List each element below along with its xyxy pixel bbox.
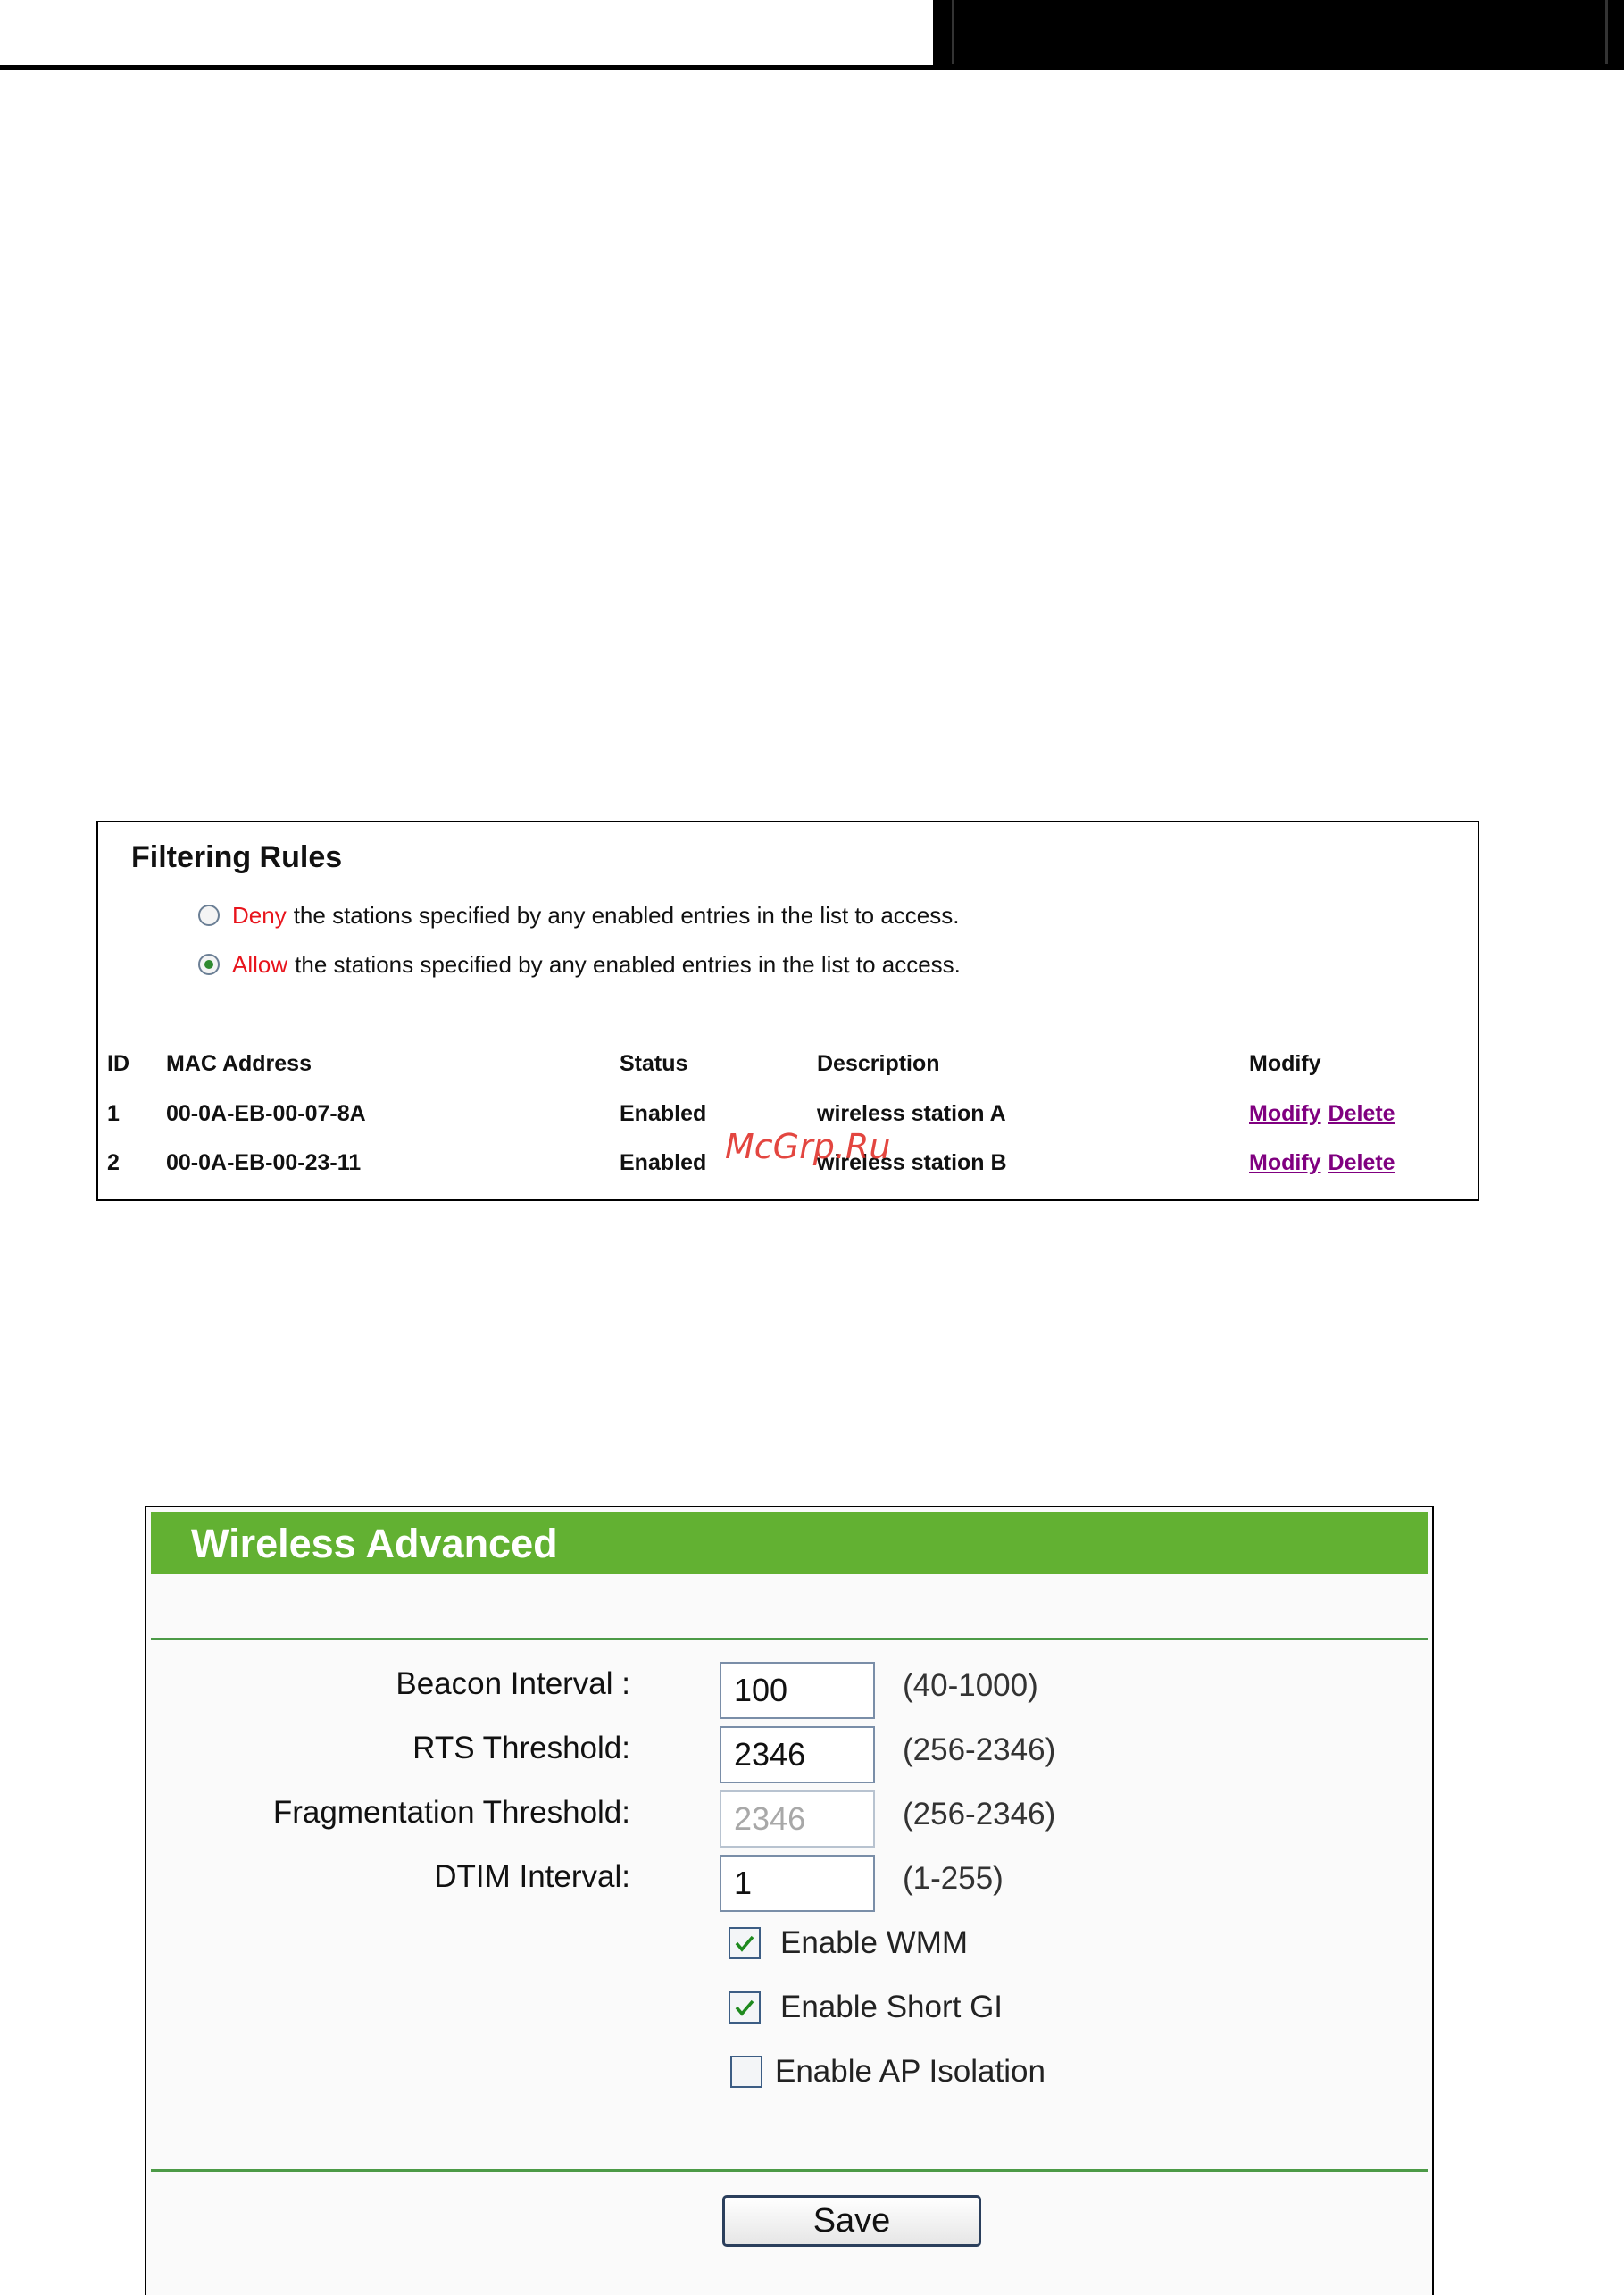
row-2-mac: 00-0A-EB-00-23-11	[166, 1150, 362, 1175]
enable-short-gi-option[interactable]	[729, 1990, 1003, 2025]
col-header-description: Description	[817, 1051, 940, 1076]
checkmark-icon	[734, 1932, 755, 1954]
enable-wmm-checkbox[interactable]	[729, 1927, 761, 1959]
top-divider	[151, 1638, 1428, 1640]
allow-radio[interactable]	[198, 954, 220, 975]
row-2-description: wireless station B	[817, 1150, 1007, 1175]
wireless-advanced-header	[151, 1512, 1428, 1574]
rts-threshold-input[interactable]	[720, 1726, 875, 1783]
row-1-mac: 00-0A-EB-00-07-8A	[166, 1101, 366, 1126]
checkmark-icon	[734, 1997, 755, 2018]
enable-short-gi-label: Enable Short GI	[780, 1990, 1004, 2024]
dtim-interval-input[interactable]	[720, 1855, 875, 1912]
beacon-interval-range: (40-1000)	[903, 1668, 1038, 1703]
deny-radio[interactable]	[198, 905, 220, 926]
deny-keyword: Deny	[232, 901, 287, 929]
enable-ap-isolation-option[interactable]	[730, 2054, 1045, 2090]
row-2-id: 2	[107, 1150, 120, 1175]
allow-text: the stations specified by any enabled entries in the list to access.	[295, 950, 961, 978]
enable-ap-isolation-checkbox[interactable]	[730, 2056, 762, 2088]
beacon-interval-label: Beacon Interval :	[396, 1666, 630, 1701]
enable-wmm-option[interactable]	[729, 1925, 968, 1961]
enable-short-gi-checkbox[interactable]	[729, 1991, 761, 2024]
watermark: McGrp.Ru	[725, 1127, 891, 1166]
row-1-id: 1	[107, 1101, 120, 1126]
fragmentation-threshold-label: Fragmentation Threshold:	[272, 1795, 630, 1830]
rts-threshold-range: (256-2346)	[903, 1732, 1056, 1767]
deny-text: the stations specified by any enabled entries in the list to access.	[293, 901, 960, 929]
enable-wmm-label: Enable WMM	[780, 1925, 969, 1960]
row-1-modify-link[interactable]: Modify	[1249, 1101, 1321, 1126]
col-header-id: ID	[107, 1051, 129, 1076]
rts-threshold-label: RTS Threshold:	[412, 1731, 630, 1765]
col-header-modify: Modify	[1249, 1051, 1321, 1076]
row-1-status: Enabled	[620, 1101, 707, 1126]
col-header-status: Status	[620, 1051, 688, 1076]
row-1-actions	[1249, 1101, 1395, 1127]
filtering-rules-title: Filtering Rules	[131, 840, 343, 874]
row-2-modify-link[interactable]: Modify	[1249, 1150, 1321, 1175]
row-1-delete-link[interactable]: Delete	[1328, 1101, 1395, 1126]
header-black-inner	[952, 0, 1608, 64]
allow-option[interactable]	[198, 948, 961, 981]
wireless-advanced-panel	[145, 1506, 1434, 2295]
row-2-status: Enabled	[620, 1150, 707, 1175]
deny-option[interactable]	[198, 899, 959, 931]
allow-keyword: Allow	[232, 950, 288, 978]
beacon-interval-input[interactable]	[720, 1662, 875, 1719]
bottom-divider	[151, 2169, 1428, 2172]
save-button[interactable]: Save	[722, 2195, 981, 2247]
row-2-delete-link[interactable]: Delete	[1328, 1150, 1395, 1175]
wireless-advanced-title: Wireless Advanced	[191, 1521, 558, 1566]
col-header-mac: MAC Address	[166, 1051, 312, 1076]
header-rule	[0, 65, 933, 70]
dtim-interval-range: (1-255)	[903, 1861, 1004, 1896]
row-1-description: wireless station A	[817, 1101, 1006, 1126]
fragmentation-threshold-input	[720, 1790, 875, 1848]
row-2-actions	[1249, 1150, 1395, 1176]
dtim-interval-label: DTIM Interval:	[434, 1859, 630, 1894]
enable-ap-isolation-label: Enable AP Isolation	[775, 2054, 1045, 2089]
fragmentation-threshold-range: (256-2346)	[903, 1797, 1056, 1832]
